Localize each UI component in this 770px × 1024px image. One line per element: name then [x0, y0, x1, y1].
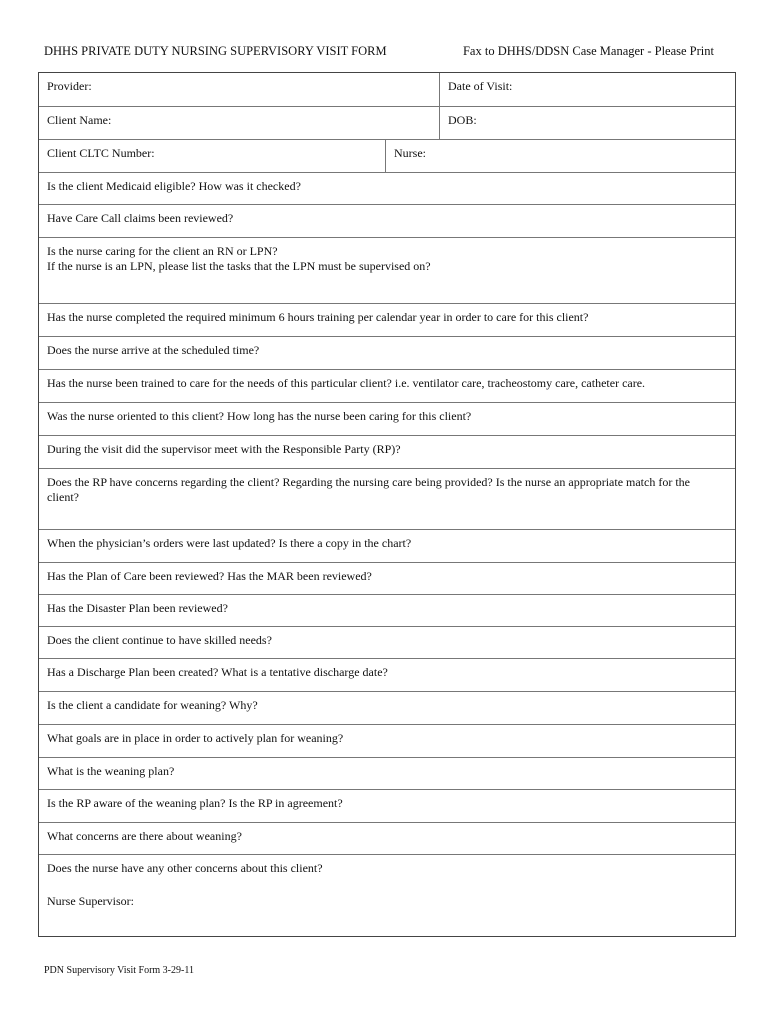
dob-field[interactable] — [439, 107, 735, 139]
question-row[interactable] — [39, 436, 735, 469]
client-cltc-number-field[interactable] — [39, 140, 385, 172]
question-text: Is the client a candidate for weaning? Why? — [47, 698, 258, 712]
question-text: If the nurse is an LPN, please list the tasks that the LPN must be supervised on? — [47, 259, 431, 273]
question-text: Has the nurse been trained to care for the needs of this particular client? i.e. ventilator care, tracheostomy care, catheter care. — [47, 376, 646, 390]
question-text: When the physician’s orders were last updated? Is there a copy in the chart? — [47, 536, 412, 550]
nurse-supervisor-row[interactable] — [39, 888, 735, 936]
question-text: Does the nurse have any other concerns about this client? — [47, 861, 323, 875]
provider-field[interactable] — [39, 73, 439, 106]
client-name-field[interactable] — [39, 107, 439, 139]
question-text: Has a Discharge Plan been created? What is a tentative discharge date? — [47, 665, 388, 679]
nurse-label: Nurse: — [394, 146, 426, 160]
date-of-visit-field[interactable] — [439, 73, 735, 106]
question-text: Is the client Medicaid eligible? How was it checked? — [47, 179, 301, 193]
question-text: Does the client continue to have skilled needs? — [47, 633, 272, 647]
question-list — [39, 173, 735, 888]
provider-label: Provider: — [47, 79, 92, 93]
question-text: Is the RP aware of the weaning plan? Is the RP in agreement? — [47, 796, 343, 810]
form-table — [38, 72, 736, 937]
question-row[interactable] — [39, 725, 735, 758]
question-row[interactable] — [39, 337, 735, 370]
question-row[interactable] — [39, 790, 735, 823]
question-row[interactable] — [39, 304, 735, 337]
question-text: What goals are in place in order to actively plan for weaning? — [47, 731, 344, 745]
question-text: Has the Disaster Plan been reviewed? — [47, 601, 228, 615]
question-row[interactable] — [39, 403, 735, 436]
dob-label: DOB: — [448, 113, 477, 127]
client-cltc-row — [39, 140, 735, 173]
question-row[interactable] — [39, 595, 735, 627]
form-footer: PDN Supervisory Visit Form 3-29-11 — [44, 965, 194, 976]
client-name-row — [39, 107, 735, 140]
nurse-field[interactable] — [385, 140, 735, 172]
question-text: What concerns are there about weaning? — [47, 829, 242, 843]
client-cltc-number-label: Client CLTC Number: — [47, 146, 155, 160]
nurse-supervisor-label: Nurse Supervisor: — [47, 894, 134, 908]
question-text: Does the RP have concerns regarding the client? Regarding the nursing care being provided? Is the nurse an appropriate match for the — [47, 475, 690, 489]
question-row[interactable] — [39, 692, 735, 725]
question-text: Is the nurse caring for the client an RN or LPN? — [47, 244, 278, 258]
fax-instruction: Fax to DHHS/DDSN Case Manager - Please Print — [462, 44, 714, 58]
question-row[interactable] — [39, 627, 735, 659]
question-text: client? — [47, 490, 79, 504]
date-of-visit-label: Date of Visit: — [448, 79, 513, 93]
client-name-label: Client Name: — [47, 113, 112, 127]
question-text: Was the nurse oriented to this client? How long has the nurse been caring for this client? — [47, 409, 472, 423]
question-text: Does the nurse arrive at the scheduled time? — [47, 343, 260, 357]
question-row[interactable] — [39, 205, 735, 238]
question-row[interactable] — [39, 758, 735, 790]
question-row[interactable] — [39, 173, 735, 205]
question-row[interactable] — [39, 855, 735, 888]
question-text: During the visit did the supervisor meet with the Responsible Party (RP)? — [47, 442, 401, 456]
question-row[interactable] — [39, 238, 735, 304]
question-row[interactable] — [39, 659, 735, 692]
provider-row — [39, 73, 735, 107]
form-title: DHHS PRIVATE DUTY NURSING SUPERVISORY VISIT FORM — [44, 44, 387, 58]
question-text: Has the Plan of Care been reviewed? Has the MAR been reviewed? — [47, 569, 372, 583]
question-row[interactable] — [39, 530, 735, 563]
question-text: Has the nurse completed the required minimum 6 hours training per calendar year in order to care for this client? — [47, 310, 589, 324]
question-text: What is the weaning plan? — [47, 764, 175, 778]
page-header — [44, 44, 714, 66]
question-row[interactable] — [39, 823, 735, 855]
question-row[interactable] — [39, 370, 735, 403]
question-text: Have Care Call claims been reviewed? — [47, 211, 234, 225]
question-row[interactable] — [39, 469, 735, 530]
question-row[interactable] — [39, 563, 735, 595]
